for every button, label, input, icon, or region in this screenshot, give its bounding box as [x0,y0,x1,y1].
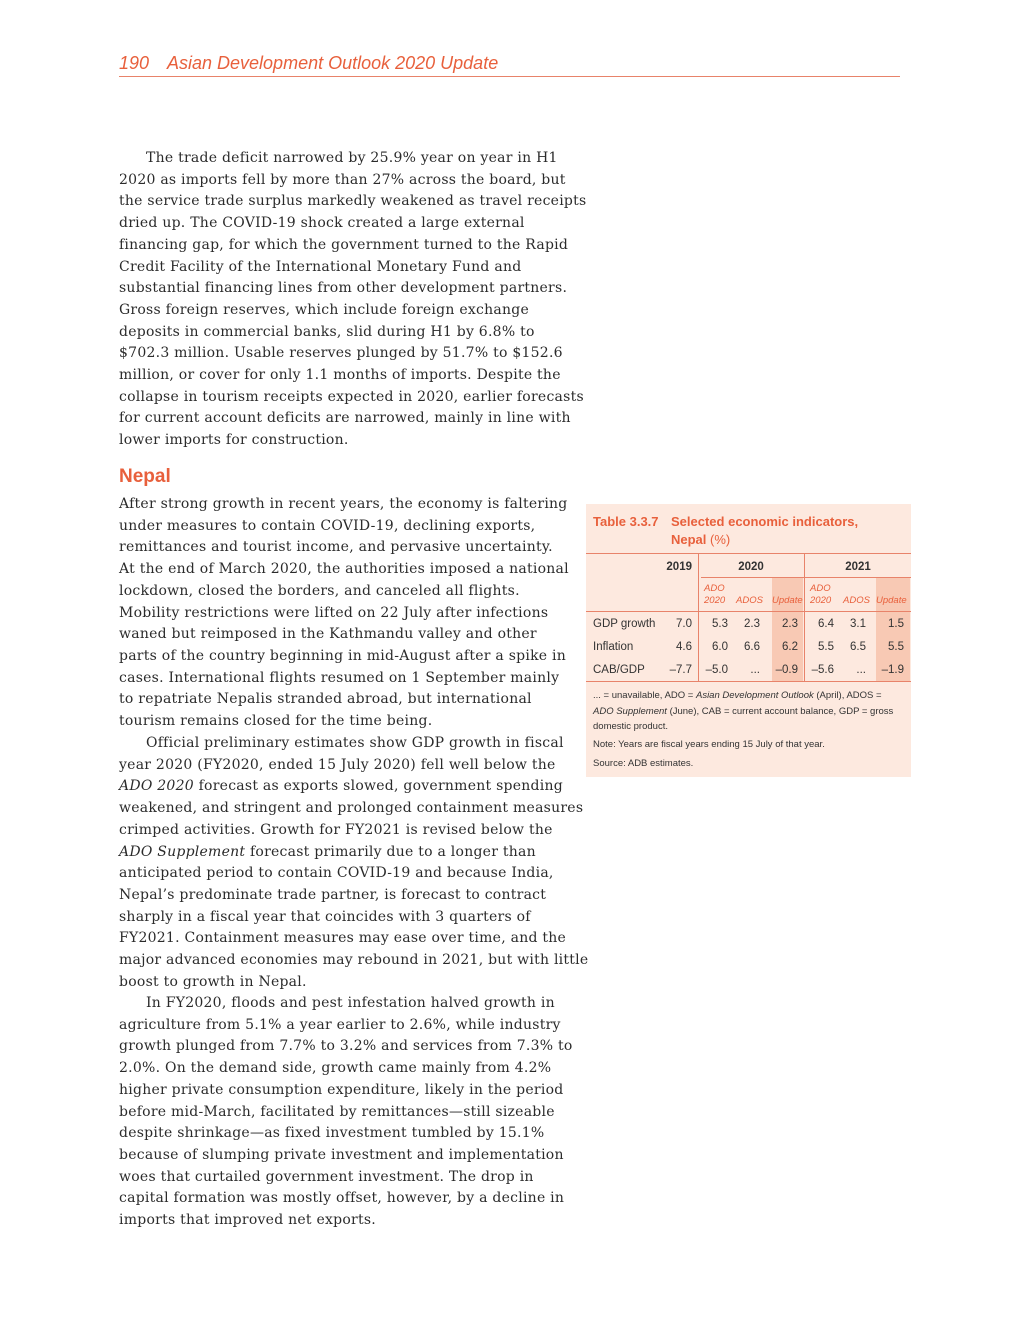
table-cell: –7.7 [669,664,692,676]
table-title-text: Selected economic indicators, Nepal [671,514,859,547]
row-label-gdp: GDP growth [593,618,656,630]
abbrev-ados: ADO Supplement [593,705,667,717]
subhead-ado-2021 [810,583,831,607]
paragraph-gdp-estimates [119,733,589,993]
table-cell: 3.1 [850,618,866,630]
table-cell: 6.6 [744,641,760,653]
table-cell: 1.5 [888,618,904,630]
paragraph-gdp-text-b: forecast as exports slowed, government spending weakened, and stringent and prolonged containment measures crimped activities. Growth for FY2021 is revised below the [119,778,584,838]
table-cell: 6.0 [712,641,728,653]
subhead-ado-2020-l1: ADO [704,583,725,594]
table-cell: –5.6 [811,664,834,676]
table-cell: 6.5 [850,641,866,653]
subhead-ados-2020: ADOS [736,595,763,606]
table-source: Source: ADB estimates. [593,758,694,769]
table-rule-bottom [586,681,911,682]
table-cell: 2.3 [782,618,798,630]
table-cell: 6.4 [818,618,834,630]
table-number: Table 3.3.7 [593,514,659,529]
table-cell: 2.3 [744,618,760,630]
table-rule-header [586,611,911,612]
table-cell: 6.2 [782,641,798,653]
publication-title: Asian Development Outlook 2020 Update [167,53,499,73]
subhead-ado-2020-l2: 2020 [704,595,726,606]
table-cell: –0.9 [775,664,798,676]
table-cell: 5.5 [888,641,904,653]
table-note: Note: Years are fiscal years ending 15 July of that year. [593,739,825,750]
table-title [593,513,903,549]
paragraph-fy2020-text: In FY2020, floods and pest infestation halved growth in agriculture from 5.1% a year earlier to 2.6%, while industry growth plunged from 7.7% to 3.2% and services from 7.3% to 2.0%. On the demand side, growth came mainly from 4.2% higher private consumption expenditure, likely in the period before mid-March, facilitated by remittances—still sizeable despite shrinkage—as fixed investment tumbled by 15.1% because of slumping private investment and implementation woes that curtailed government investment. The drop in capital formation was mostly offset, however, by a decline in imports that improved net exports. [119,995,573,1229]
row-label-inflation: Inflation [593,641,634,653]
subhead-update-2021: Update [876,595,907,606]
table-cell: –1.9 [881,664,904,676]
table-abbreviations [593,688,903,735]
year-2019: 2019 [666,561,692,573]
table-cell: –5.0 [705,664,728,676]
abbrev-text-b: (April), ADOS = [813,690,882,701]
subhead-ado-2020 [704,583,725,607]
year-2021: 2021 [845,561,871,573]
subhead-update-2020: Update [772,595,803,606]
section-title-nepal: Nepal [119,466,171,487]
table-rule-top [586,553,911,554]
abbrev-text-a: ... = unavailable, ADO = [593,690,696,701]
ados-ref: ADO Supplement [119,843,246,860]
paragraph-gdp-text-c: forecast primarily due to a longer than anticipated period to contain COVID-19 and because India, Nepal’s predominate trade partner, is forecast to contract sharply in a fiscal year that coincides with 3 quarters of FY2021. Containment measures may ease over time, and the major advanced economies may rebound in 2021, but with little boost to growth in Nepal. [119,843,589,990]
table-cell: ... [750,664,760,676]
row-label-cab: CAB/GDP [593,664,645,676]
table-cell: 7.0 [676,618,692,630]
year-2020: 2020 [738,561,764,573]
page-number: 190 [119,53,150,73]
paragraph-gdp-text-a: Official preliminary estimates show GDP growth in fiscal year 2020 (FY2020, ended 15 July 2020) fell well below the [119,735,564,773]
paragraph-nepal-intro: After strong growth in recent years, the economy is faltering under measures to contain COVID-19, declining exports, remittances and tourist income, and pervasive uncertainty. At the end of March 2020, the authorities imposed a national lockdown, closed the borders, and canceled all flights. Mobility restrictions were lifted on 22 July after infections waned but reimposed in the Kathmandu valley and other parts of the country beginning in mid-August after a spike in cases. International flights resumed on 1 September mainly to repatriate Nepalis stranded abroad, but international tourism remains closed for the time being. [119,496,569,730]
abbrev-text-c: (June), CAB = current account balance, GDP = gross domestic product. [593,705,894,732]
ado2020-ref: ADO 2020 [119,778,194,795]
table-unit: (%) [710,532,731,547]
abbrev-ado: Asian Development Outlook [695,690,814,701]
paragraph-trade [119,148,589,452]
running-header [119,52,900,77]
table-cell: 5.3 [712,618,728,630]
table-selected-indicators [586,504,911,777]
subhead-ados-2021: ADOS [843,595,870,606]
table-cell: 4.6 [676,641,692,653]
table-cell: ... [856,664,866,676]
subhead-ado-2021-l1: ADO [810,583,831,594]
table-rule-years [701,577,911,578]
subhead-ado-2021-l2: 2020 [810,595,832,606]
table-cell: 5.5 [818,641,834,653]
paragraph-fy2020-sectors [119,993,574,1232]
paragraph-trade-text: The trade deficit narrowed by 25.9% year on year in H1 2020 as imports fell by more than 27% across the board, but the service trade surplus markedly weakened as travel receipts dried up. The COVID-19 shock created a large external financing gap, for which the government turned to the Rapid Credit Facility of the International Monetary Fund and substantial financing lines from other development partners. Gross foreign reserves, which include foreign exchange deposits in commercial banks, slid during H1 by 6.8% to $702.3 million. Usable reserves plunged by 51.7% to $152.6 million, or cover for only 1.1 months of imports. Despite the collapse in tourism receipts expected in 2020, earlier forecasts for current account deficits are narrowed, mainly in line with lower imports for construction. [119,150,587,449]
